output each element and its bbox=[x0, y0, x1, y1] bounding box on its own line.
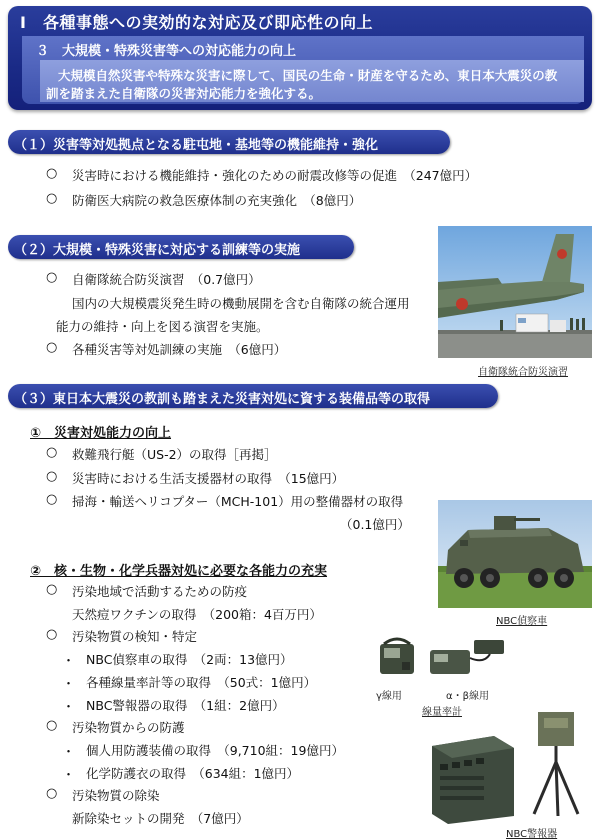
gamma-dosimeter-photo bbox=[376, 636, 418, 682]
part1-item3-bullet: ○ bbox=[46, 492, 58, 507]
nbc-vehicle-photo bbox=[438, 500, 592, 608]
section1-item2-bullet: ○ bbox=[46, 191, 58, 206]
nbc-vehicle-caption: NBC偵察車 bbox=[496, 616, 548, 627]
part1-item3-cost: （0.1億円） bbox=[340, 517, 410, 532]
section1-item2: 防衛医大病院の救急医療体制の充実強化 （8億円） bbox=[72, 193, 362, 208]
section1-item1-bullet: ○ bbox=[46, 166, 58, 181]
part2-item-d-bullet: ○ bbox=[46, 786, 58, 801]
part2-item-b-sub1: NBC偵察車の取得 （2両：13億円） bbox=[86, 652, 293, 667]
part2-item-c-sub2: 化学防護衣の取得 （634組：1億円） bbox=[86, 766, 300, 781]
part2-item-b-sub2-bullet: ・ bbox=[62, 677, 76, 692]
part2-item-d: 汚染物質の除染 bbox=[72, 788, 160, 803]
part2-item-b: 汚染物質の検知・特定 bbox=[72, 629, 198, 644]
part2-item-b-sub3-bullet: ・ bbox=[62, 700, 76, 715]
part2-item-a: 汚染地域で活動するための防疫 bbox=[72, 584, 248, 599]
armored-vehicle-illustration bbox=[438, 500, 592, 608]
part2-item-d-sub: 新除染セットの開発 （7億円） bbox=[72, 811, 249, 826]
section1-title: （１）災害等対処拠点となる駐屯地・基地等の機能維持・強化 bbox=[14, 138, 379, 153]
section2-item1: 自衛隊統合防災演習 （0.7億円） bbox=[72, 272, 261, 287]
alpha-beta-label: α・β線用 bbox=[446, 691, 489, 702]
part1-item1-bullet: ○ bbox=[46, 445, 58, 460]
section2-title: （２）大規模・特殊災害に対応する訓練等の実施 bbox=[14, 243, 301, 258]
section2-item2-bullet: ○ bbox=[46, 340, 58, 355]
part2-item-c-sub1-bullet: ・ bbox=[62, 745, 76, 760]
section3-part2-heading: ② 核・生物・化学兵器対処に必要な各能力の充実 bbox=[30, 564, 328, 579]
section2-item1-desc-2: 能力の維持・向上を図る演習を実施。 bbox=[56, 319, 269, 334]
part1-item3: 掃海・輸送ヘリコプター（MCH-101）用の整備器材の取得 bbox=[72, 494, 404, 509]
joint-disaster-drill-photo bbox=[438, 226, 592, 358]
part2-item-c-sub1: 個人用防護装備の取得 （9,710組：19億円） bbox=[86, 743, 344, 758]
part2-item-a-bullet: ○ bbox=[46, 582, 58, 597]
section1-item1: 災害時における機能維持・強化のための耐震改修等の促進 （247億円） bbox=[72, 168, 478, 183]
section2-item1-bullet: ○ bbox=[46, 270, 58, 285]
gamma-dosimeter-illustration bbox=[376, 636, 418, 682]
part1-item1: 救難飛行艇（US-2）の取得［再掲］ bbox=[72, 447, 277, 462]
nbc-alarm-photo bbox=[428, 712, 594, 824]
part1-item2-bullet: ○ bbox=[46, 469, 58, 484]
nbc-alarm-illustration bbox=[428, 712, 594, 824]
section3-part1-heading: ① 災害対処能力の向上 bbox=[30, 426, 172, 441]
main-title: Ⅰ 各種事態への実効的な対応及び即応性の向上 bbox=[20, 13, 373, 32]
nbc-alarm-caption: NBC警報器 bbox=[506, 829, 558, 840]
alpha-beta-dosimeter-photo bbox=[424, 634, 514, 684]
part2-item-c-bullet: ○ bbox=[46, 718, 58, 733]
gamma-label: γ線用 bbox=[376, 691, 402, 702]
description-line-1: 大規模自然災害や特殊な災害に際して、国民の生命・財産を守るため、東日本大震災の教 bbox=[58, 68, 558, 83]
description-line-2: 訓を踏まえた自衛隊の災害対応能力を強化する。 bbox=[46, 86, 322, 101]
part2-item-a-sub: 天然痘ワクチンの取得 （200箱：4百万円） bbox=[72, 607, 322, 622]
section3-title: （３）東日本大震災の教訓も踏まえた災害対処に資する装備品等の取得 bbox=[14, 392, 431, 407]
part2-item-c-sub2-bullet: ・ bbox=[62, 768, 76, 783]
alpha-beta-dosimeter-illustration bbox=[424, 634, 514, 684]
dosimeter-caption: 線量率計 bbox=[422, 707, 462, 718]
part2-item-b-sub1-bullet: ・ bbox=[62, 654, 76, 669]
aircraft-illustration bbox=[438, 226, 592, 358]
part2-item-b-sub3: NBC警報器の取得 （1組：2億円） bbox=[86, 698, 285, 713]
part2-item-b-bullet: ○ bbox=[46, 627, 58, 642]
part2-item-c: 汚染物質からの防護 bbox=[72, 720, 185, 735]
part2-item-b-sub2: 各種線量率計等の取得 （50式：1億円） bbox=[86, 675, 317, 690]
joint-disaster-drill-caption: 自衛隊統合防災演習 bbox=[478, 367, 568, 378]
section2-item2: 各種災害等対処訓練の実施 （6億円） bbox=[72, 342, 287, 357]
section2-item1-desc-1: 国内の大規模震災発生時の機動展開を含む自衛隊の統合運用 bbox=[72, 296, 410, 311]
sub-title: ３ 大規模・特殊災害等への対応能力の向上 bbox=[36, 44, 297, 59]
part1-item2: 災害時における生活支援器材の取得 （15億円） bbox=[72, 471, 345, 486]
